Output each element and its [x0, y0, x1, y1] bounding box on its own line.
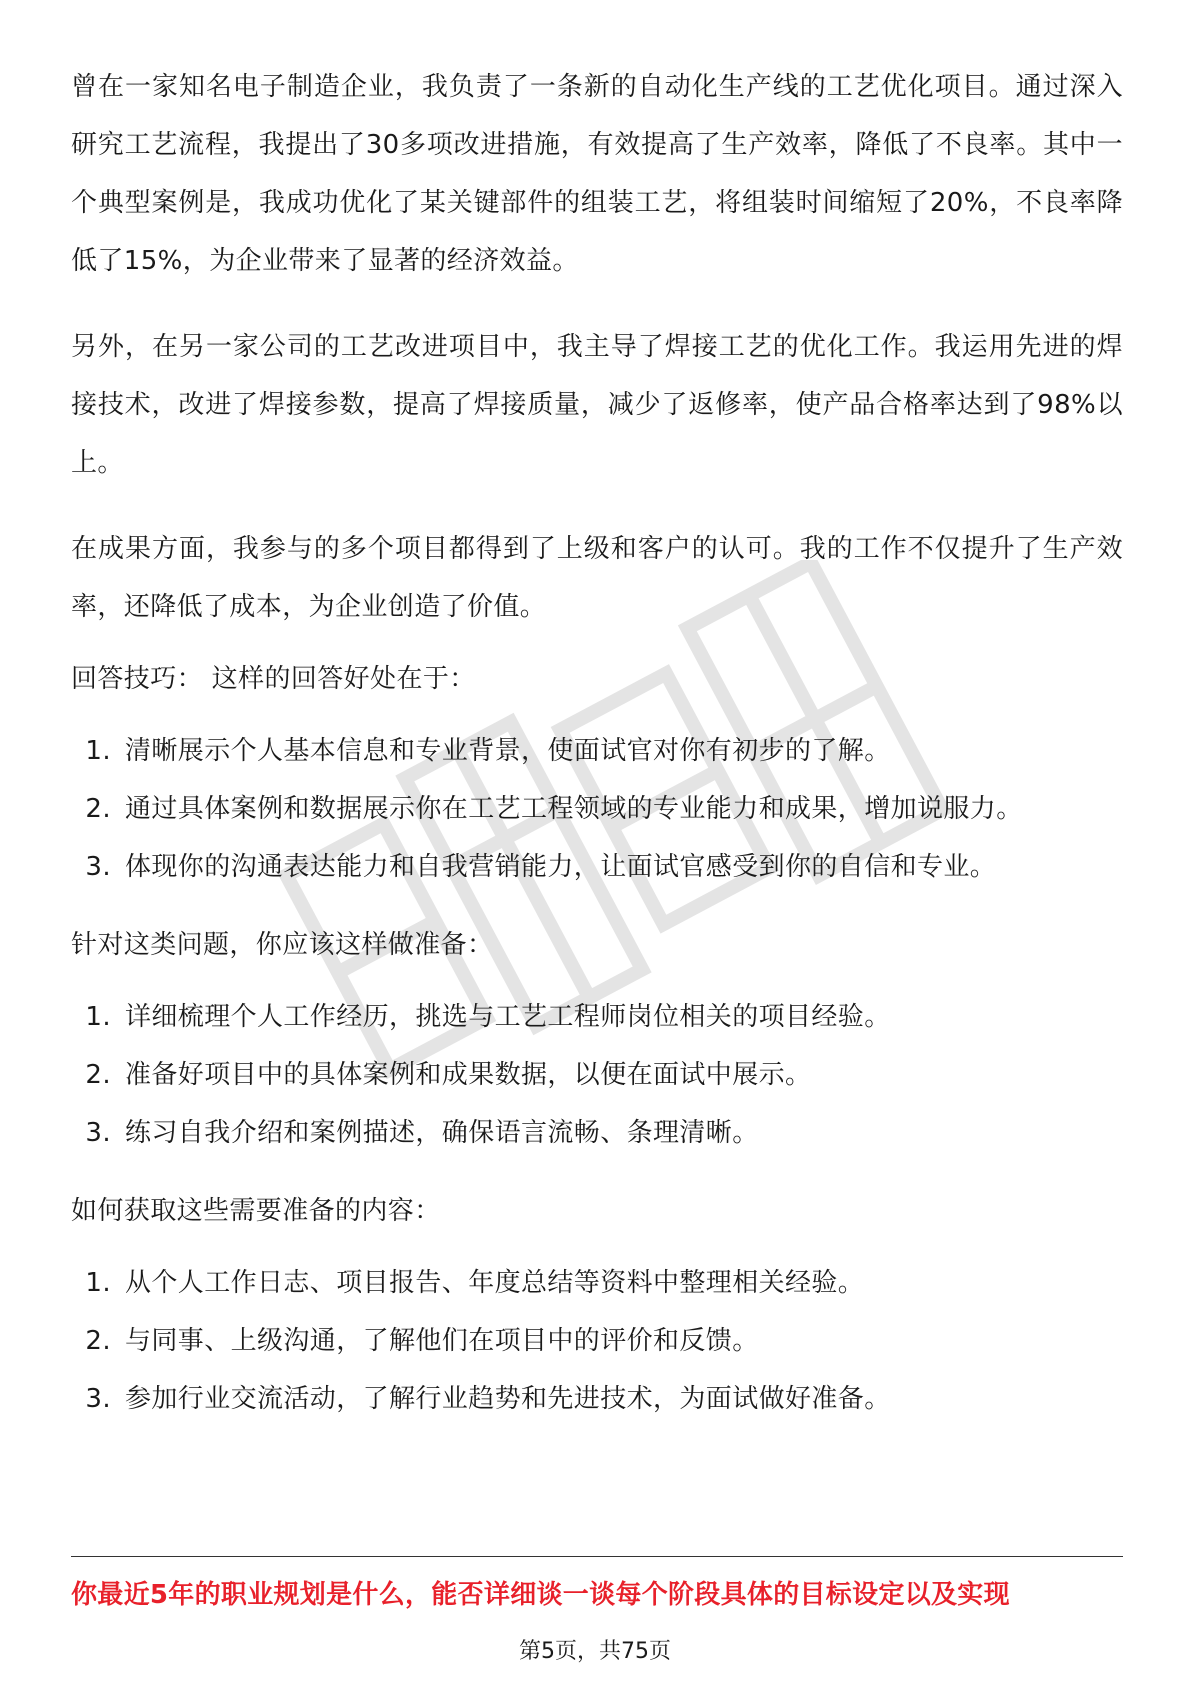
list-item-text: 体现你的沟通表达能力和自我营销能力，让面试官感受到你的自信和专业。: [125, 852, 997, 882]
tips-heading: 回答技巧： 这样的回答好处在于：: [71, 664, 476, 694]
list-item-number: 1.: [85, 736, 111, 766]
obtain-heading: 如何获取这些需要准备的内容：: [71, 1196, 441, 1226]
obtain-list: [71, 1254, 1123, 1428]
list-item-text: 清晰展示个人基本信息和专业背景，使面试官对你有初步的了解。: [125, 736, 891, 766]
list-item: [71, 1104, 1123, 1162]
list-item-number: 2.: [85, 794, 111, 824]
list-item-text: 练习自我介绍和案例描述，确保语言流畅、条理清晰。: [125, 1118, 759, 1148]
list-item: [71, 838, 1123, 896]
prepare-list: [71, 988, 1123, 1162]
list-item-number: 3.: [85, 1384, 111, 1414]
list-item: [71, 722, 1123, 780]
list-item-text: 准备好项目中的具体案例和成果数据，以便在面试中展示。: [125, 1060, 812, 1090]
list-item-text: 通过具体案例和数据展示你在工艺工程领域的专业能力和成果，增加说服力。: [125, 794, 1023, 824]
prepare-heading: 针对这类问题，你应该这样做准备：: [71, 930, 494, 960]
list-item-text: 与同事、上级沟通，了解他们在项目中的评价和反馈。: [125, 1326, 759, 1356]
list-item: [71, 1312, 1123, 1370]
list-item-number: 3.: [85, 852, 111, 882]
list-item: [71, 780, 1123, 838]
list-item: [71, 1370, 1123, 1428]
section-divider: [71, 1556, 1123, 1557]
list-item: [71, 988, 1123, 1046]
paragraph-welding-project: 另外，在另一家公司的工艺改进项目中，我主导了焊接工艺的优化工作。我运用先进的焊接技术，改进了焊接参数，提高了焊接质量，减少了返修率，使产品合格率达到了98%以上。: [71, 332, 1123, 478]
next-question-heading: 你最近5年的职业规划是什么，能否详细谈一谈每个阶段具体的目标设定以及实现: [71, 1580, 1010, 1610]
list-item: [71, 1254, 1123, 1312]
tips-list: [71, 722, 1123, 896]
list-item-text: 参加行业交流活动，了解行业趋势和先进技术，为面试做好准备。: [125, 1384, 891, 1414]
paragraph-project-optimization: 曾在一家知名电子制造企业，我负责了一条新的自动化生产线的工艺优化项目。通过深入研究工艺流程，我提出了30多项改进措施，有效提高了生产效率，降低了不良率。其中一个典型案例是，我成功优化了某关键部件的组装工艺，将组装时间缩短了20%，不良率降低了15%，为企业带来了显著的经济效益。: [71, 72, 1123, 276]
list-item-text: 从个人工作日志、项目报告、年度总结等资料中整理相关经验。: [125, 1268, 865, 1298]
list-item-number: 1.: [85, 1268, 111, 1298]
list-item-number: 2.: [85, 1060, 111, 1090]
list-item-number: 3.: [85, 1118, 111, 1148]
list-item-text: 详细梳理个人工作经历，挑选与工艺工程师岗位相关的项目经验。: [125, 1002, 891, 1032]
paragraph-achievements: 在成果方面，我参与的多个项目都得到了上级和客户的认可。我的工作不仅提升了生产效率，还降低了成本，为企业创造了价值。: [71, 534, 1123, 622]
main-content: [71, 58, 1123, 1448]
list-item: [71, 1046, 1123, 1104]
list-item-number: 1.: [85, 1002, 111, 1032]
list-item-number: 2.: [85, 1326, 111, 1356]
page-number-footer: 第5页，共75页: [519, 1639, 671, 1664]
